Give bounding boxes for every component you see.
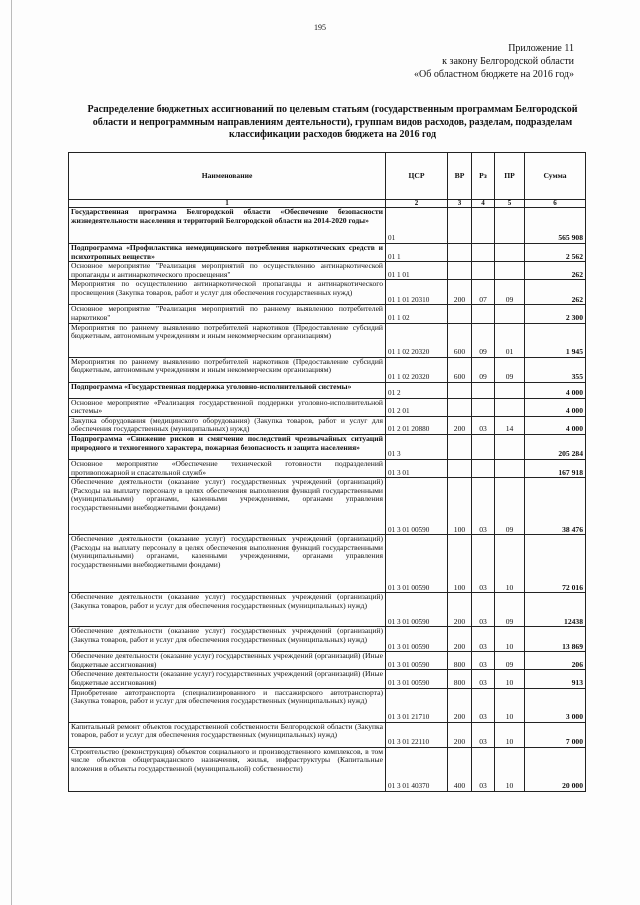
row-rz: 03 — [472, 747, 495, 791]
header-sum: Сумма — [525, 153, 586, 200]
row-csr: 01 3 01 00590 — [386, 535, 448, 593]
row-pr: 10 — [495, 627, 525, 652]
row-name: Закупка оборудования (медицинского оборудования) (Закупка товаров, работ и услуг для обеспечения государственных (муниципальных) нужд) — [69, 416, 386, 434]
row-name: Приобретение автотранспорта (специализированного и пассажирского автотранспорта) (Закупка товаров, работ и услуг для обеспечения государственных (муниципальных) нужд) — [69, 688, 386, 722]
row-pr — [495, 244, 525, 262]
row-csr: 01 1 02 — [386, 305, 448, 323]
header-pr: ПР — [495, 153, 525, 200]
row-name: Подпрограмма «Государственная поддержка уголовно-исполнительной системы» — [69, 382, 386, 398]
row-rz: 03 — [472, 652, 495, 670]
appendix-line-3: «Об областном бюджете на 2016 год» — [414, 69, 574, 80]
row-sum: 2 562 — [525, 244, 586, 262]
row-name: Обеспечение деятельности (оказание услуг) государственных учреждений (организаций) (Закупка товаров, работ и услуг для обеспечения государственных (муниципальных) нужд) — [69, 593, 386, 627]
row-vr — [448, 434, 472, 459]
row-vr: 200 — [448, 627, 472, 652]
page-margin-line — [11, 0, 12, 905]
row-name: Основное мероприятие "Реализация мероприятий по раннему выявлению потребителей наркотиков" — [69, 305, 386, 323]
row-csr: 01 2 01 — [386, 398, 448, 416]
row-csr: 01 3 01 00590 — [386, 627, 448, 652]
row-rz — [472, 398, 495, 416]
row-pr — [495, 459, 525, 477]
row-sum: 4 000 — [525, 382, 586, 398]
row-name: Обеспечение деятельности (оказание услуг) государственных учреждений (организаций) (Иные бюджетные ассигнования) — [69, 652, 386, 670]
row-name: Обеспечение деятельности (оказание услуг) государственных учреждений (организаций) (Расходы на выплату персоналу в целях обеспечения выполнения функций государственными (муниципальными) органами, казенными учреждениями, органами управления государственными внебюджетными фондами) — [69, 535, 386, 593]
row-vr — [448, 382, 472, 398]
appendix-line-2: к закону Белгородской области — [442, 56, 574, 67]
table-row — [69, 627, 586, 652]
row-vr: 200 — [448, 593, 472, 627]
row-rz — [472, 382, 495, 398]
row-rz — [472, 305, 495, 323]
table-row — [69, 262, 586, 280]
budget-table — [68, 152, 586, 792]
row-pr: 10 — [495, 722, 525, 747]
row-rz: 09 — [472, 323, 495, 357]
row-csr: 01 1 02 20320 — [386, 323, 448, 357]
table-row — [69, 688, 586, 722]
row-name: Подпрограмма «Снижение рисков и смягчение последствий чрезвычайных ситуаций природного и техногенного характера, пожарная безопасность и защита населения» — [69, 434, 386, 459]
row-csr: 01 1 01 — [386, 262, 448, 280]
row-rz: 09 — [472, 357, 495, 382]
row-csr: 01 2 01 20880 — [386, 416, 448, 434]
row-rz — [472, 244, 495, 262]
row-name: Основное мероприятие «Реализация государственной поддержки уголовно-исполнительной системы» — [69, 398, 386, 416]
row-sum: 2 300 — [525, 305, 586, 323]
row-vr: 600 — [448, 323, 472, 357]
table-row — [69, 652, 586, 670]
row-csr: 01 1 — [386, 244, 448, 262]
row-name: Подпрограмма «Профилактика немедицинского потребления наркотических средств и психотропных веществ» — [69, 244, 386, 262]
appendix-line-1: Приложение 11 — [508, 43, 574, 54]
row-vr — [448, 398, 472, 416]
row-csr: 01 1 01 20310 — [386, 280, 448, 305]
col-number: 6 — [525, 200, 586, 208]
row-vr: 100 — [448, 535, 472, 593]
col-number: 2 — [386, 200, 448, 208]
row-name: Обеспечение деятельности (оказание услуг) государственных учреждений (организаций) (Иные бюджетные ассигнования) — [69, 670, 386, 688]
table-row — [69, 593, 586, 627]
col-number: 4 — [472, 200, 495, 208]
row-pr: 01 — [495, 323, 525, 357]
row-name: Государственная программа Белгородской области «Обеспечение безопасности жизнедеятельности населения и территорий Белгородской области на 2014-2020 годы» — [69, 208, 386, 244]
row-vr: 200 — [448, 416, 472, 434]
row-rz — [472, 459, 495, 477]
table-row — [69, 357, 586, 382]
row-rz: 03 — [472, 722, 495, 747]
row-vr — [448, 262, 472, 280]
row-rz — [472, 434, 495, 459]
col-number: 5 — [495, 200, 525, 208]
row-rz: 03 — [472, 478, 495, 535]
row-vr: 800 — [448, 670, 472, 688]
table-header-row — [69, 153, 586, 200]
row-vr: 600 — [448, 357, 472, 382]
row-pr: 09 — [495, 478, 525, 535]
row-csr: 01 3 01 00590 — [386, 670, 448, 688]
header-rz: Рз — [472, 153, 495, 200]
row-sum: 7 000 — [525, 722, 586, 747]
table-row — [69, 208, 586, 244]
table-row — [69, 747, 586, 791]
row-rz: 03 — [472, 688, 495, 722]
row-sum: 262 — [525, 262, 586, 280]
document-title: Распределение бюджетных ассигнований по целевым статьям (государственным программам Белгородской области и непрограммным направлениям деятельности), группам видов расходов, разделам, подразделам классификации расходов бюджета на 2016 год — [87, 104, 578, 140]
row-sum: 12438 — [525, 593, 586, 627]
header-csr: ЦСР — [386, 153, 448, 200]
row-pr — [495, 262, 525, 280]
row-vr — [448, 208, 472, 244]
table-row — [69, 398, 586, 416]
column-number-row — [69, 200, 586, 208]
table-row — [69, 535, 586, 593]
row-pr: 09 — [495, 652, 525, 670]
row-vr: 100 — [448, 478, 472, 535]
row-csr: 01 — [386, 208, 448, 244]
row-sum: 205 284 — [525, 434, 586, 459]
row-vr — [448, 244, 472, 262]
row-name: Основное мероприятие "Реализация мероприятий по осуществлению антинаркотической пропаганды и антинаркотического просвещения" — [69, 262, 386, 280]
row-sum: 4 000 — [525, 398, 586, 416]
row-rz: 03 — [472, 535, 495, 593]
row-sum: 1 945 — [525, 323, 586, 357]
page-number: 195 — [314, 23, 326, 32]
row-pr: 14 — [495, 416, 525, 434]
row-pr — [495, 398, 525, 416]
table-row — [69, 244, 586, 262]
row-name: Строительство (реконструкция) объектов социального и производственного комплексов, в том числе объектов общегражданского назначения, жилья, инфраструктуры (Капитальные вложения в объекты государственной (муниципальной) собственности) — [69, 747, 386, 791]
row-csr: 01 3 01 00590 — [386, 478, 448, 535]
row-vr — [448, 459, 472, 477]
table-row — [69, 670, 586, 688]
table-row — [69, 280, 586, 305]
row-pr — [495, 305, 525, 323]
row-pr: 10 — [495, 670, 525, 688]
row-name: Обеспечение деятельности (оказание услуг) государственных учреждений (организаций) (Расходы на выплату персоналу в целях обеспечения выполнения функций государственными (муниципальными) органами, казенными учреждениями, органами управления государственными внебюджетными фондами) — [69, 478, 386, 535]
row-name: Обеспечение деятельности (оказание услуг) государственных учреждений (организаций) (Закупка товаров, работ и услуг для обеспечения государственных (муниципальных) нужд) — [69, 627, 386, 652]
table-row — [69, 382, 586, 398]
row-vr: 800 — [448, 652, 472, 670]
row-sum: 262 — [525, 280, 586, 305]
row-csr: 01 3 01 22110 — [386, 722, 448, 747]
row-pr: 09 — [495, 593, 525, 627]
table-row — [69, 305, 586, 323]
row-pr: 10 — [495, 747, 525, 791]
row-vr: 400 — [448, 747, 472, 791]
row-rz: 03 — [472, 416, 495, 434]
row-sum: 565 908 — [525, 208, 586, 244]
row-csr: 01 1 02 20320 — [386, 357, 448, 382]
row-rz — [472, 262, 495, 280]
col-number: 3 — [448, 200, 472, 208]
table-row — [69, 416, 586, 434]
row-vr: 200 — [448, 280, 472, 305]
row-pr — [495, 434, 525, 459]
row-sum: 38 476 — [525, 478, 586, 535]
table-row — [69, 722, 586, 747]
row-name: Мероприятия по раннему выявлению потребителей наркотиков (Предоставление субсидий бюджетным, автономным учреждениям и иным некоммерческим организациям) — [69, 323, 386, 357]
row-csr: 01 3 — [386, 434, 448, 459]
row-name: Основное мероприятие «Обеспечение технической готовности подразделений противопожарной и спасательной служб» — [69, 459, 386, 477]
table-row — [69, 459, 586, 477]
row-vr — [448, 305, 472, 323]
row-sum: 913 — [525, 670, 586, 688]
row-pr: 10 — [495, 688, 525, 722]
row-rz: 03 — [472, 593, 495, 627]
row-pr: 09 — [495, 357, 525, 382]
row-name: Мероприятия по осуществлению антинаркотической пропаганды и антинаркотического просвещения (Закупка товаров, работ и услуг для обеспечения государственных нужд) — [69, 280, 386, 305]
row-sum: 4 000 — [525, 416, 586, 434]
row-name: Мероприятия по раннему выявлению потребителей наркотиков (Предоставление субсидий бюджетным, автономным учреждениям и иным некоммерческим организациям) — [69, 357, 386, 382]
header-vr: ВР — [448, 153, 472, 200]
row-sum: 3 000 — [525, 688, 586, 722]
row-pr: 09 — [495, 280, 525, 305]
row-vr: 200 — [448, 688, 472, 722]
row-sum: 167 918 — [525, 459, 586, 477]
row-rz — [472, 208, 495, 244]
row-vr: 200 — [448, 722, 472, 747]
row-pr — [495, 382, 525, 398]
row-csr: 01 3 01 — [386, 459, 448, 477]
row-csr: 01 3 01 00590 — [386, 652, 448, 670]
row-rz: 07 — [472, 280, 495, 305]
table-row — [69, 478, 586, 535]
row-csr: 01 3 01 40370 — [386, 747, 448, 791]
row-sum: 13 869 — [525, 627, 586, 652]
row-sum: 20 000 — [525, 747, 586, 791]
row-pr: 10 — [495, 535, 525, 593]
appendix-block — [414, 42, 574, 81]
col-number: 1 — [69, 200, 386, 208]
table-row — [69, 323, 586, 357]
row-rz: 03 — [472, 670, 495, 688]
row-pr — [495, 208, 525, 244]
table-row — [69, 434, 586, 459]
row-sum: 72 016 — [525, 535, 586, 593]
row-csr: 01 2 — [386, 382, 448, 398]
row-csr: 01 3 01 00590 — [386, 593, 448, 627]
row-rz: 03 — [472, 627, 495, 652]
row-sum: 355 — [525, 357, 586, 382]
row-sum: 206 — [525, 652, 586, 670]
header-name: Наименование — [69, 153, 386, 200]
row-name: Капитальный ремонт объектов государственной собственности Белгородской области (Закупка товаров, работ и услуг для обеспечения государственных (муниципальных) нужд) — [69, 722, 386, 747]
row-csr: 01 3 01 21710 — [386, 688, 448, 722]
